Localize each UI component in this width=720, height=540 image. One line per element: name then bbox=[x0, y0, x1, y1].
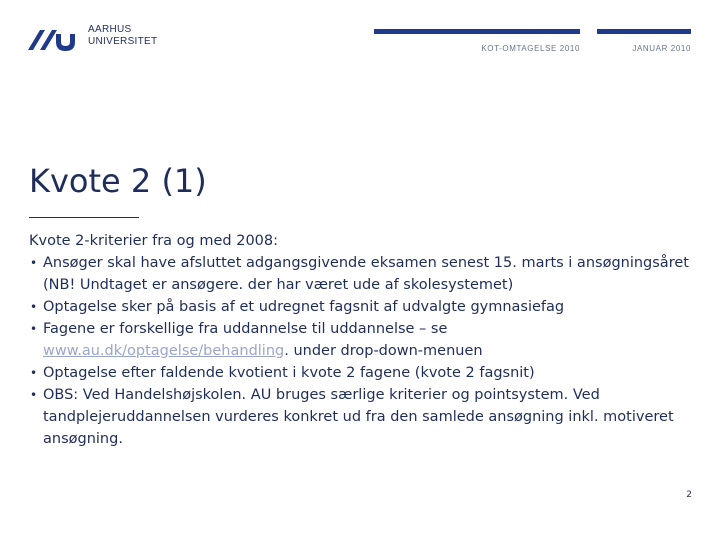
header-left-text: KOT-OMTAGELSE 2010 bbox=[481, 44, 580, 53]
university-name bbox=[88, 24, 157, 48]
bullet-text: Ansøger skal have afsluttet adgangsgivende eksamen senest 15. marts i ansøgningsåret (NB! Undtaget er ansøgere. der har været ude af skolesystemet) bbox=[43, 255, 689, 293]
bullet-item bbox=[29, 362, 694, 384]
page-number: 2 bbox=[686, 490, 692, 500]
bullet-item bbox=[29, 318, 694, 362]
bullet-item bbox=[29, 384, 694, 450]
bullet-item bbox=[29, 252, 694, 296]
intro-text: Kvote 2-kriterier fra og med 2008: bbox=[29, 233, 278, 249]
slide-body bbox=[29, 230, 694, 450]
bullet-list bbox=[29, 252, 694, 450]
university-name-line1: AARHUS bbox=[88, 24, 132, 35]
bullet-text: Fagene er forskellige fra uddannelse til uddannelse – se bbox=[43, 321, 448, 337]
title-underline bbox=[29, 217, 139, 218]
bullet-text: Optagelse sker på basis af et udregnet fagsnit af udvalgte gymnasiefag bbox=[43, 299, 565, 315]
header-bar-left bbox=[374, 29, 580, 34]
bullet-text: Optagelse efter faldende kvotient i kvote 2 fagene (kvote 2 fagsnit) bbox=[43, 365, 535, 381]
bullet-text-after-link: . under drop-down-menuen bbox=[284, 343, 483, 359]
header-right-text: JANUAR 2010 bbox=[632, 44, 691, 53]
bullet-text: OBS: Ved Handelshøjskolen. AU bruges særlige kriterier og pointsystem. Ved tandplejeruddannelsen vurderes konkret ud fra den samlede ansøgning inkl. motiveret ansøgning. bbox=[43, 387, 674, 447]
slide-title: Kvote 2 (1) bbox=[29, 162, 207, 200]
header-bar-right bbox=[597, 29, 691, 34]
aarhus-university-logo bbox=[26, 26, 76, 52]
bullet-item bbox=[29, 296, 694, 318]
optagelse-link[interactable]: www.au.dk/optagelse/behandling bbox=[43, 343, 285, 359]
university-name-line2: UNIVERSITET bbox=[88, 36, 158, 47]
